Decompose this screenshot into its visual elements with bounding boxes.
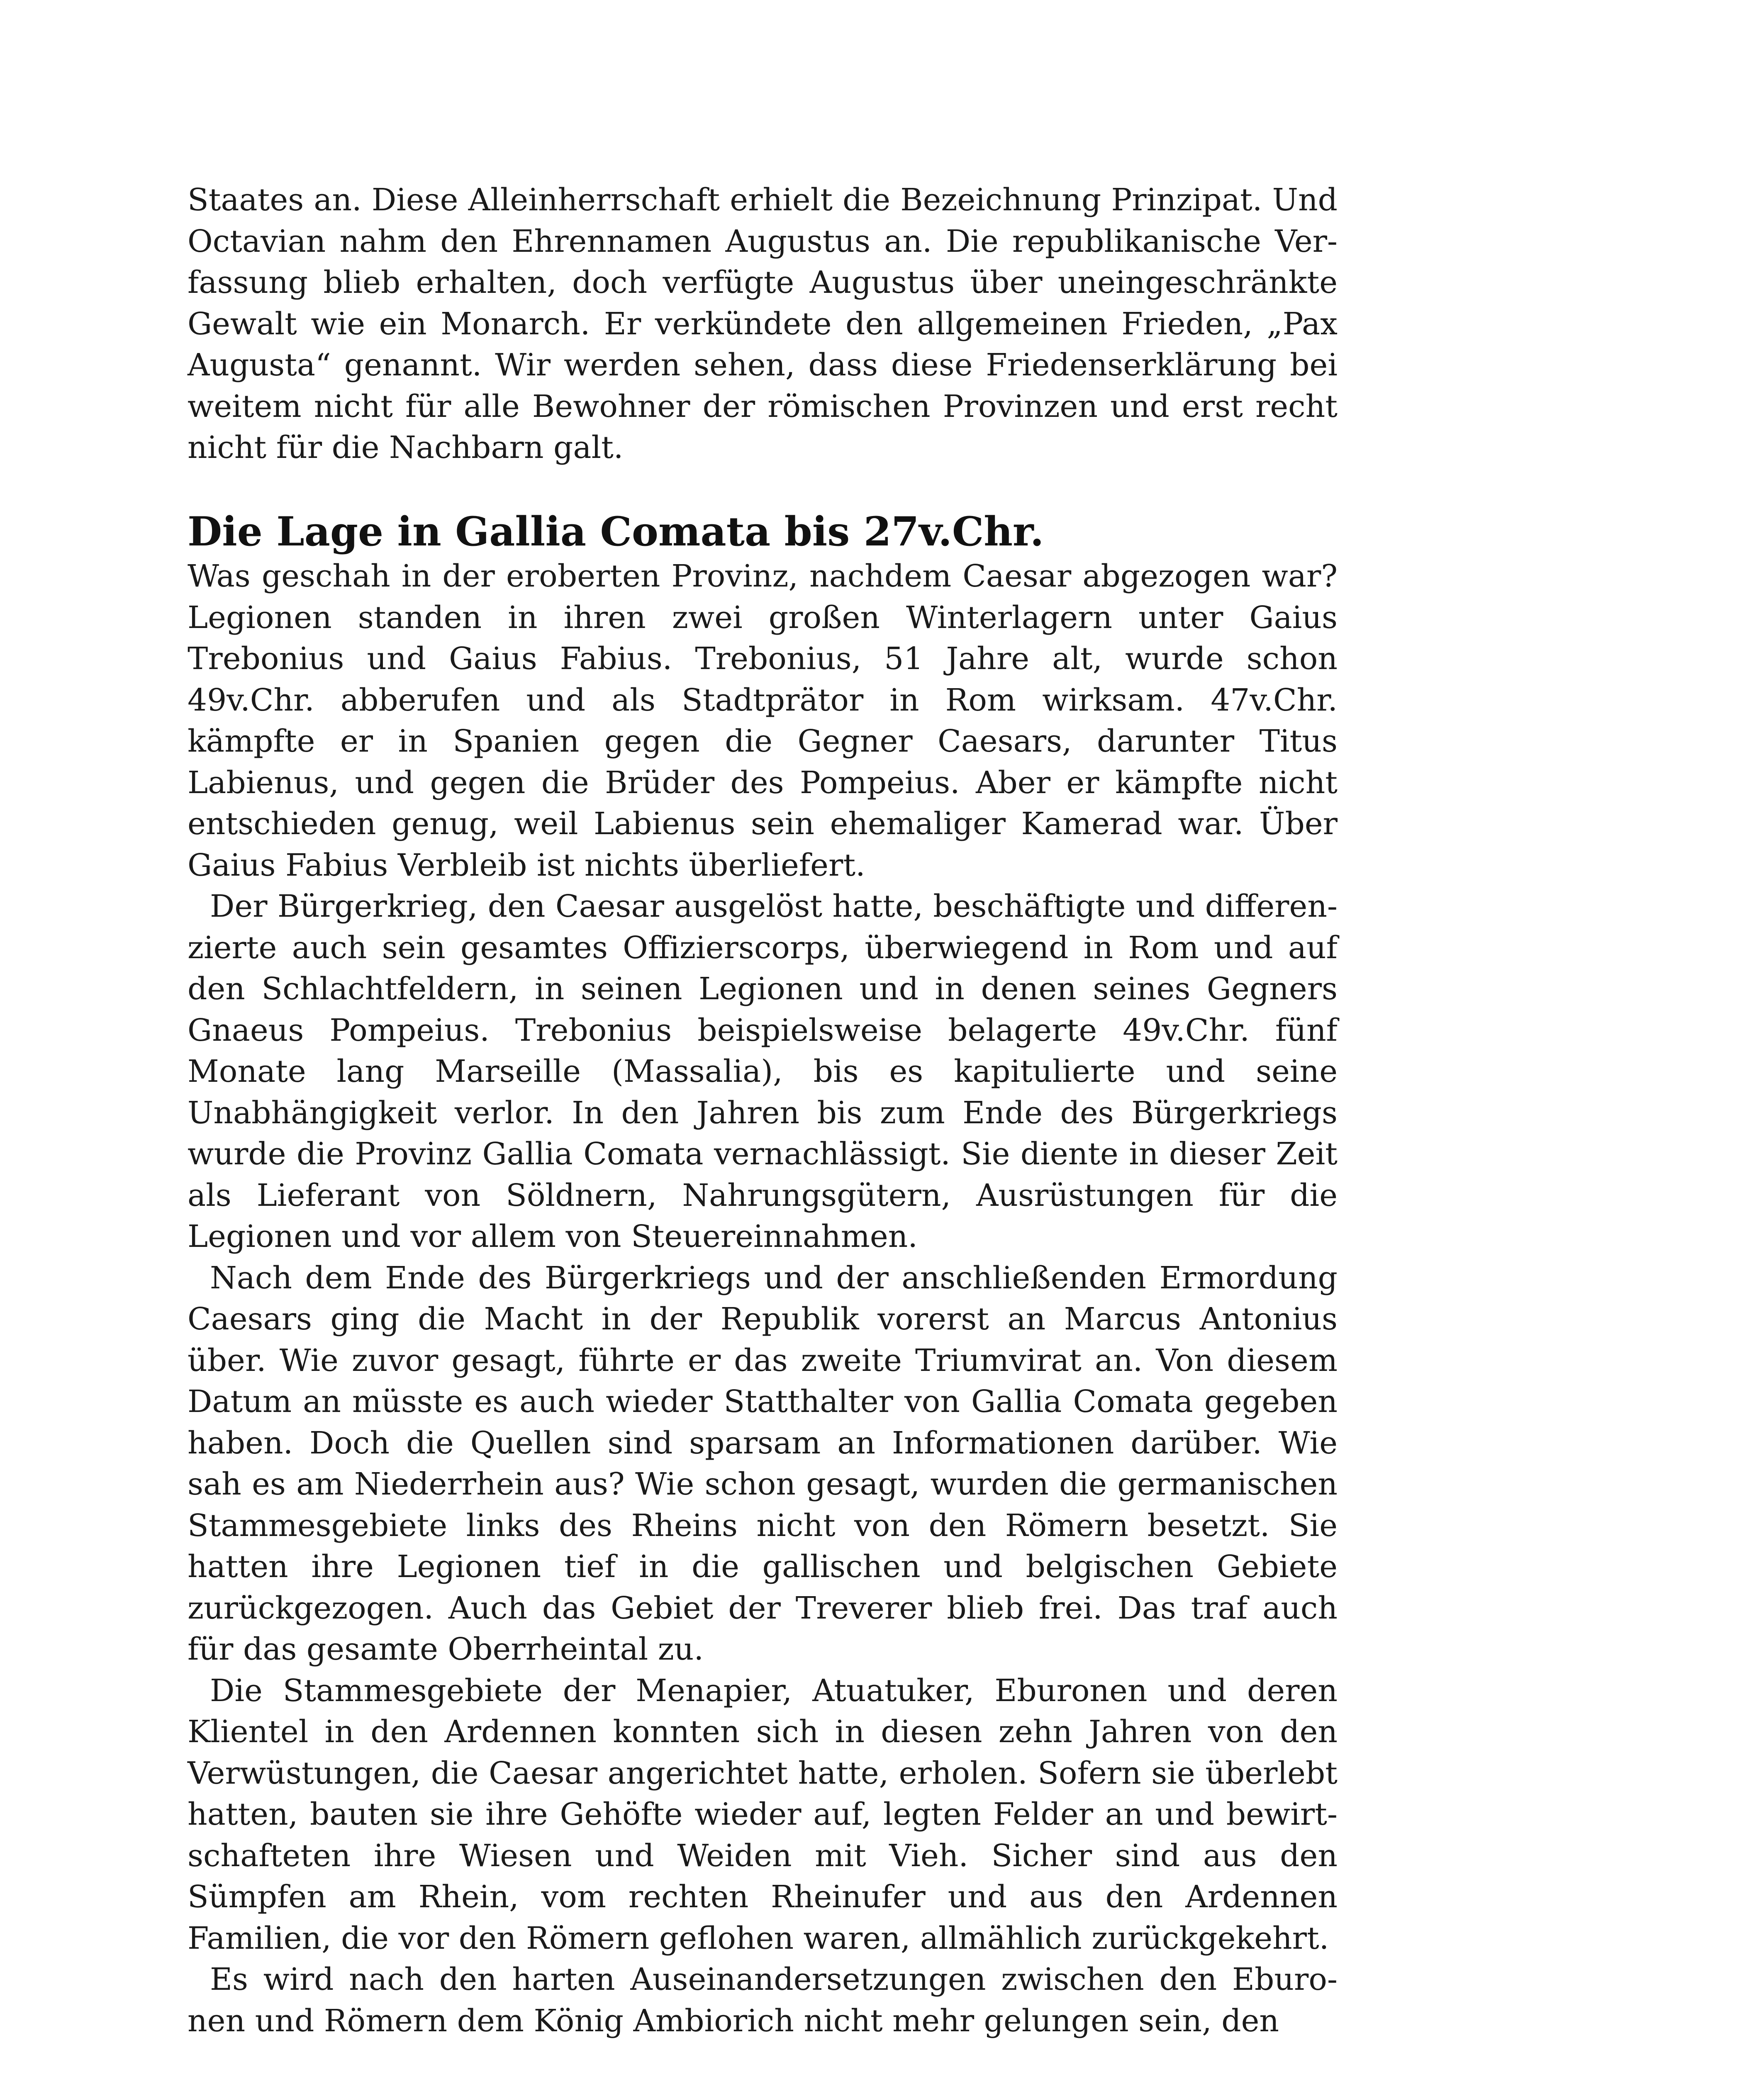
paragraph-4: Die Stammesgebiete der Menapier, Atuatuker, Eburonen und deren Klientel in den Ardennen konnten sich in diesen zehn Jahren von den Verwüstungen, die Caesar angerichtet hatte, erholen. Sofern sie überlebt hatten, bauten sie ihre Gehöfte wieder auf, legten Felder an und bewirtschafteten ihre Wiesen und Weiden mit Vieh. Sicher sind aus den Sümpfen am Rhein, vom rechten Rheinufer und aus den Ardennen Familien, die vor den Römern geflohen waren, allmählich zurückgekehrt. (188, 1672, 1338, 1956)
paragraph-2: Der Bürgerkrieg, den Caesar ausgelöst hatte, beschäftigte und differenzierte auch sein gesamtes Offizierscorps, überwiegend in Rom und auf den Schlachtfeldern, in seinen Legionen und in denen seines Gegners Gnaeus Pompeius. Trebonius beispielsweise belagerte 49v.Chr. fünf Monate lang Marseille (Massalia), bis es kapitulierte und seine Unabhängigkeit verlor. In den Jahren bis zum Ende des Bürgerkriegs wurde die Provinz Gallia Comata vernachlässigt. Sie diente in dieser Zeit als Lieferant von Söldnern, Nahrungsgütern, Ausrüstungen für die Legionen und vor allem von Steuereinnahmen. (188, 889, 1338, 1254)
paragraph-1: Was geschah in der eroberten Provinz, nachdem Caesar abgezogen war? Legionen standen in ihren zwei großen Winterlagern unter Gaius Trebonius und Gaius Fabius. Trebonius, 51 Jahre alt, wurde schon 49v.Chr. abberufen und als Stadtprätor in Rom wirksam. 47v.Chr. kämpfte er in Spanien gegen die Gegner Caesars, darunter Titus Labienus, und gegen die Brüder des Pompeius. Aber er kämpfte nicht entschieden genug, weil Labienus sein ehemaliger Kamerad war. Über Gaius Fabius Verbleib ist nichts überliefert. (188, 558, 1338, 883)
section-heading: Die Lage in Gallia Comata bis 27v.Chr. (188, 508, 1044, 555)
intro-text (188, 180, 1338, 469)
paragraph-5: Es wird nach den harten Auseinandersetzungen zwischen den Eburonen und Römern dem König Ambiorich nicht mehr gelungen sein, den (188, 1962, 1338, 2039)
section-body (188, 556, 1338, 2042)
intro-paragraph: Staates an. Diese Alleinherrschaft erhielt die Bezeichnung Prinzipat. Und Octavian nahm den Ehrennamen Augustus an. Die republikanische Verfassung blieb erhalten, doch verfügte Augustus über uneingeschränkte Gewalt wie ein Monarch. Er verkündete den allgemeinen Frieden, „Pax Augusta“ genannt. Wir werden sehen, dass diese Friedenserklärung bei weitem nicht für alle Bewohner der römischen Provinzen und erst recht nicht für die Nachbarn galt. (188, 182, 1338, 465)
paragraph-3: Nach dem Ende des Bürgerkriegs und der anschließenden Ermordung Caesars ging die Macht in der Republik vorerst an Marcus Antonius über. Wie zuvor gesagt, führte er das zweite Triumvirat an. Von diesem Datum an müsste es auch wieder Statthalter von Gallia Comata gegeben haben. Doch die Quellen sind sparsam an Informationen darüber. Wie sah es am Niederrhein aus? Wie schon gesagt, wurden die germanischen Stammesgebiete links des Rheins nicht von den Römern besetzt. Sie hatten ihre Legionen tief in die gallischen und belgischen Gebiete zurückgezogen. Auch das Gebiet der Treverer blieb frei. Das traf auch für das gesamte Oberrheintal zu. (188, 1260, 1338, 1667)
